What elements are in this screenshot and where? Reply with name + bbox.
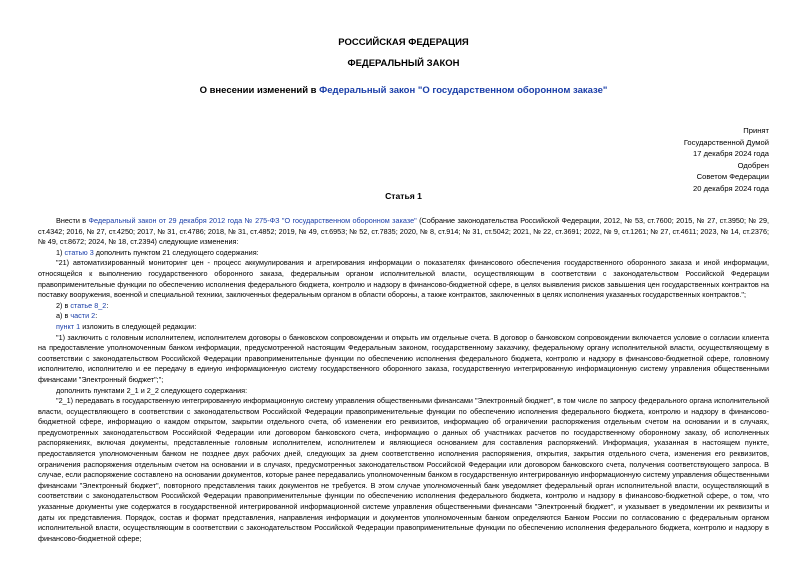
paragraph bbox=[38, 322, 769, 333]
paragraph: "21) автоматизированный мониторинг цен - процесс аккумулирования и агрегирования информации о показателях финансового обеспечения государственного оборонного заказа и иной информации, относящейся к выполнению государственного оборонного заказа, федеральным органом исполнительной власти, осуществляющим в соответствии с законодательством Российской Федерации правоприменительные функции по обеспечению исполнения федерального бюджета, контролю и надзору в финансово-бюджетной сфере, в целях выявления рисков завышения цен государственных контрактов на поставку вооружения, военной и специальной техники, заключенных федеральным органом в области обороны, а также контрактов, заключенных в целях исполнения указанных государственных контрактов."; bbox=[38, 258, 769, 300]
paragraph: дополнить пунктами 2_1 и 2_2 следующего содержания: bbox=[56, 385, 248, 395]
paragraph-text: Внести в bbox=[56, 216, 89, 225]
law-title bbox=[0, 85, 807, 96]
paragraph-text: 1) bbox=[56, 247, 65, 257]
paragraph-text: 2) в bbox=[56, 300, 71, 310]
article-3-link[interactable]: статью 3 bbox=[64, 247, 94, 257]
adoption-line: 20 декабря 2024 года bbox=[693, 183, 769, 193]
adoption-line: 17 декабря 2024 года bbox=[693, 149, 769, 159]
paragraph-text: (Собрание законодательства Российской Федерации, 2012, № 53, ст.7600; 2015, № 27, ст.3950; № 29, ст.4342; 2016, № 27, ст.4250; 2017, № 31, ст.4786; 2018, № 31, ст.4852; 2019, № 49, ст.6953; № 52, ст.7835; 2020, № 8, ст.914; № 31, ст.5042; 2021, № 22, ст.3691; 2022, № 9, ст.1261; № 27, ст.4611; 2023, № 14, ст.2376; № 49, ст.8672; 2024, № 18, ст.2394) следующие изменения: bbox=[38, 216, 770, 247]
paragraph: "1) заключить с головным исполнителем, исполнителем договоры о банковском сопровождении и открыть им отдельные счета. В договор о банковском сопровождении включается условие о согласии клиента на предоставление уполномоченным банком информации, предусмотренной настоящим Федеральным законом, государственному заказчику, федеральному органу исполнительной власти, осуществляющему в соответствии с законодательством Российской Федерации правоприменительные функции по обеспечению исполнения федерального бюджета, контролю и надзору в финансово-бюджетной сфере, головному исполнителю, исполнителю и ее передачу в единую информационную систему государственного оборонного заказа, государственную интегрированную информационную систему управления общественными финансами "Электронный бюджет";"; bbox=[38, 332, 769, 384]
country-heading: РОССИЙСКАЯ ФЕДЕРАЦИЯ bbox=[338, 37, 469, 48]
part-2-link[interactable]: части 2 bbox=[70, 311, 96, 321]
article-8-2-link[interactable]: статье 8_2 bbox=[70, 300, 107, 310]
adoption-line: Принят bbox=[743, 126, 769, 135]
law-title-link[interactable]: Федеральный закон "О государственном оборонном заказе" bbox=[319, 85, 608, 96]
adoption-line: Советом Федерации bbox=[696, 172, 769, 182]
article-title: Статья 1 bbox=[385, 191, 422, 201]
paragraph-text: : bbox=[106, 300, 109, 310]
adoption-block bbox=[684, 125, 769, 195]
paragraph-text: дополнить пунктом 21 следующего содержания: bbox=[93, 247, 259, 257]
paragraph: "2_1) передавать в государственную интегрированную информационную систему управления общественными финансами "Электронный бюджет", в том числе по запросу федерального органа исполнительной власти, осуществляющего в соответствии с законодательством Российской Федерации правоприменительные функции по обеспечению исполнения федерального бюджета, контролю и надзору в финансово-бюджетной сфере, информацию о каждом открытом, закрытии отдельного счета, об изменении его реквизитов, информацию об ограничении распоряжения отдельным счетом на основании и в случаях, предусмотренных законодательством Российской Федерации или договором банковского счета, информацию о данных об участниках расчетов по государственному оборонному заказу, об исполненных распоряжениях, включая документы, представленные головным исполнителем, исполнителем и являющиеся основанием для составления распоряжений. Информация, указанная в настоящем пункте, предоставляется уполномоченным банком не позднее двух рабочих дней, следующих за днем соответственно исполнения распоряжения, открытия, закрытия отдельного счета, изменения его реквизитов, ограничения распоряжения отдельным счетом на основании и в случаях, предусмотренных законодательством Российской Федерации или договором банковского счета, получения соответствующего запроса. В случае, если распоряжение составлено на основании документов, которые ранее передавались уполномоченным банком в государственную интегрированную информационную систему управления общественными финансами "Электронный бюджет", повторного представления таких документов не требуется. В этом случае уполномоченный банк уведомляет федеральный орган исполнительной власти, осуществляющий в соответствии с законодательством Российской Федерации правоприменительные функции по обеспечению исполнения федерального бюджета, контролю и надзору в финансово-бюджетной сфере, о том, что указанные документы уже содержатся в государственной интегрированной информационной системе управления общественными финансами "Электронный бюджет", и указывает в уведомлении их реквизиты и даты их представления. Порядок, состав и формат представления, направления информации и документов уполномоченным банком определяются Банком России по согласованию с федеральным органом исполнительной власти, осуществляющим в соответствии с законодательством Российской Федерации правоприменительные функции по обеспечению исполнения федерального бюджета, контролю и надзору в финансово-бюджетной сфере; bbox=[38, 396, 769, 543]
clause-1-link[interactable]: пункт 1 bbox=[56, 321, 81, 331]
paragraph bbox=[38, 311, 769, 322]
adoption-line: Государственной Думой bbox=[683, 137, 769, 147]
law-title-prefix: О внесении изменений в bbox=[199, 85, 320, 96]
law-reference-link[interactable]: Федеральный закон от 29 декабря 2012 года № 275-ФЗ "О государственном оборонном заказе" bbox=[88, 216, 417, 225]
paragraph-text: изложить в следующей редакции: bbox=[80, 321, 197, 331]
paragraph bbox=[38, 248, 769, 259]
doc-type-heading: ФЕДЕРАЛЬНЫЙ ЗАКОН bbox=[347, 58, 460, 69]
paragraph bbox=[38, 216, 769, 248]
adoption-line: Одобрен bbox=[737, 160, 769, 170]
paragraph-text: а) в bbox=[56, 311, 71, 321]
paragraph bbox=[38, 301, 769, 312]
article-body bbox=[38, 216, 769, 544]
paragraph-text: : bbox=[95, 311, 98, 321]
